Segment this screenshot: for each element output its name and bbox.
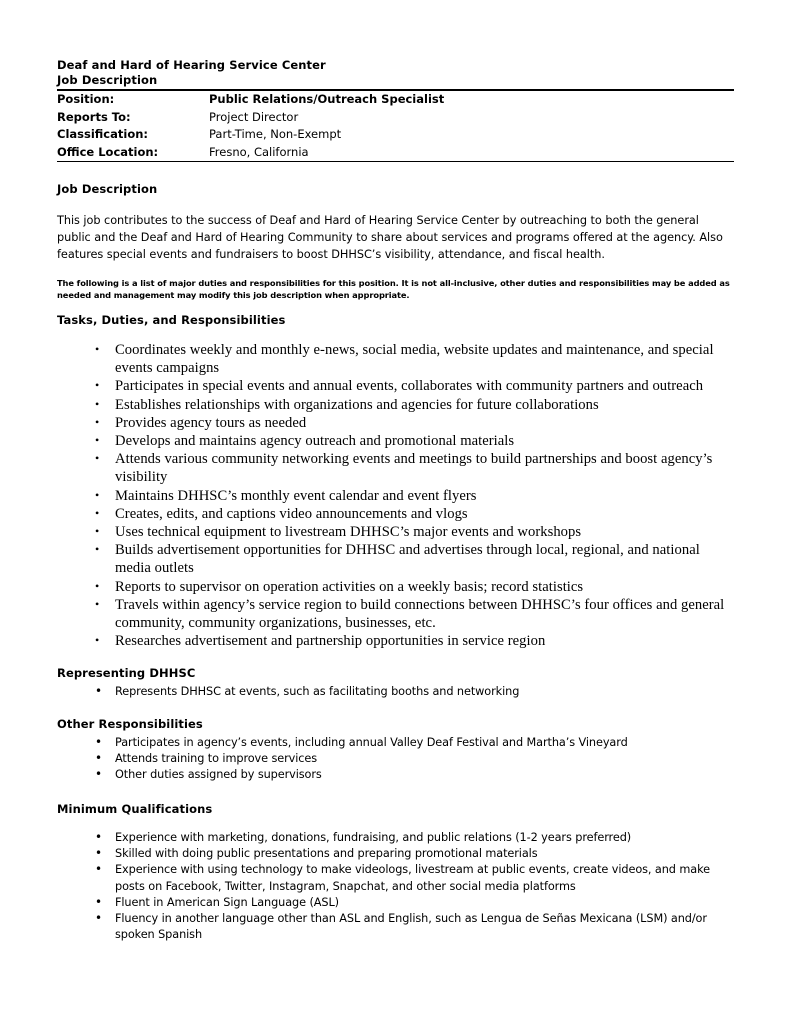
job-description-heading: Job Description	[57, 182, 158, 196]
list-item: • Uses technical equipment to livestream DHHSC’s major events and workshops	[91, 523, 734, 541]
list-item: • Attends various community networking events and meetings to build partnerships and boost agency’s visibility	[91, 450, 734, 486]
table-row	[57, 91, 734, 109]
info-value-classification: Part-Time, Non-Exempt	[209, 127, 342, 141]
table-row	[57, 144, 734, 162]
minimum-qualifications-heading: Minimum Qualifications	[57, 801, 213, 816]
document-type: Job Description	[57, 72, 158, 87]
list-item: • Skilled with doing public presentations and preparing promotional materials	[91, 846, 734, 862]
list-item: • Maintains DHHSC’s monthly event calendar and event flyers	[91, 487, 734, 505]
list-item: • Experience with marketing, donations, fundraising, and public relations (1-2 years preferred)	[91, 830, 734, 846]
list-item: • Builds advertisement opportunities for DHHSC and advertises through local, regional, and national media outlets	[91, 541, 734, 577]
info-value-reports-to: Project Director	[209, 109, 299, 124]
tasks-heading: Tasks, Duties, and Responsibilities	[57, 313, 286, 327]
tasks-list	[57, 341, 734, 650]
minimum-qualifications-list	[57, 830, 734, 944]
info-label-position: Position:	[57, 92, 115, 106]
info-label-office-location: Office Location:	[57, 144, 159, 159]
list-item: • Reports to supervisor on operation activities on a weekly basis; record statistics	[91, 578, 734, 596]
job-description-body: This job contributes to the success of Deaf and Hard of Hearing Service Center by outreaching to both the general public and the Deaf and Hard of Hearing Community to share about services and programs offered at the agency. Also features special events and fundraisers to boost DHHSC’s visibility, attendance, and fiscal health.	[57, 214, 723, 261]
list-item: • Coordinates weekly and monthly e-news, social media, website updates and maintenance, and special events campaigns	[91, 341, 734, 377]
list-item: • Participates in agency’s events, including annual Valley Deaf Festival and Martha’s Vineyard	[91, 735, 734, 751]
representing-heading: Representing DHHSC	[57, 666, 196, 681]
other-responsibilities-heading: Other Responsibilities	[57, 716, 203, 731]
info-value-office-location: Fresno, California	[209, 144, 309, 159]
list-item: • Fluency in another language other than ASL and English, such as Lengua de Señas Mexicana (LSM) and/or spoken Spanish	[91, 911, 734, 944]
list-item: • Travels within agency’s service region to build connections between DHHSC’s four offices and general community, community organizations, businesses, etc.	[91, 596, 734, 632]
list-item: • Develops and maintains agency outreach and promotional materials	[91, 432, 734, 450]
list-item: • Experience with using technology to make videologs, livestream at public events, create videos, and make posts on Facebook, Twitter, Instagram, Snapchat, and other social media platforms	[91, 862, 734, 895]
info-label-classification: Classification:	[57, 127, 149, 141]
document-header	[57, 58, 734, 87]
list-item: • Attends training to improve services	[91, 751, 734, 767]
info-value-position: Public Relations/Outreach Specialist	[209, 92, 445, 106]
other-responsibilities-list	[57, 735, 734, 784]
list-item: • Researches advertisement and partnership opportunities in service region	[91, 632, 734, 650]
position-info-table	[57, 91, 734, 161]
list-item: • Creates, edits, and captions video announcements and vlogs	[91, 505, 734, 523]
list-item: • Fluent in American Sign Language (ASL)	[91, 895, 734, 911]
list-item: • Provides agency tours as needed	[91, 414, 734, 432]
fineprint-note: The following is a list of major duties and responsibilities for this position. It is not all-inclusive, other duties and responsibilities may be added as needed and management may modify this job description when appropriate.	[57, 278, 730, 300]
organization-name: Deaf and Hard of Hearing Service Center	[57, 58, 326, 72]
list-item: • Other duties assigned by supervisors	[91, 767, 734, 783]
list-item: • Participates in special events and annual events, collaborates with community partners and outreach	[91, 377, 734, 395]
representing-list	[57, 684, 734, 700]
list-item: • Represents DHHSC at events, such as facilitating booths and networking	[91, 684, 734, 700]
table-row	[57, 109, 734, 127]
table-row	[57, 126, 734, 144]
list-item: • Establishes relationships with organizations and agencies for future collaborations	[91, 396, 734, 414]
info-label-reports-to: Reports To:	[57, 109, 131, 124]
